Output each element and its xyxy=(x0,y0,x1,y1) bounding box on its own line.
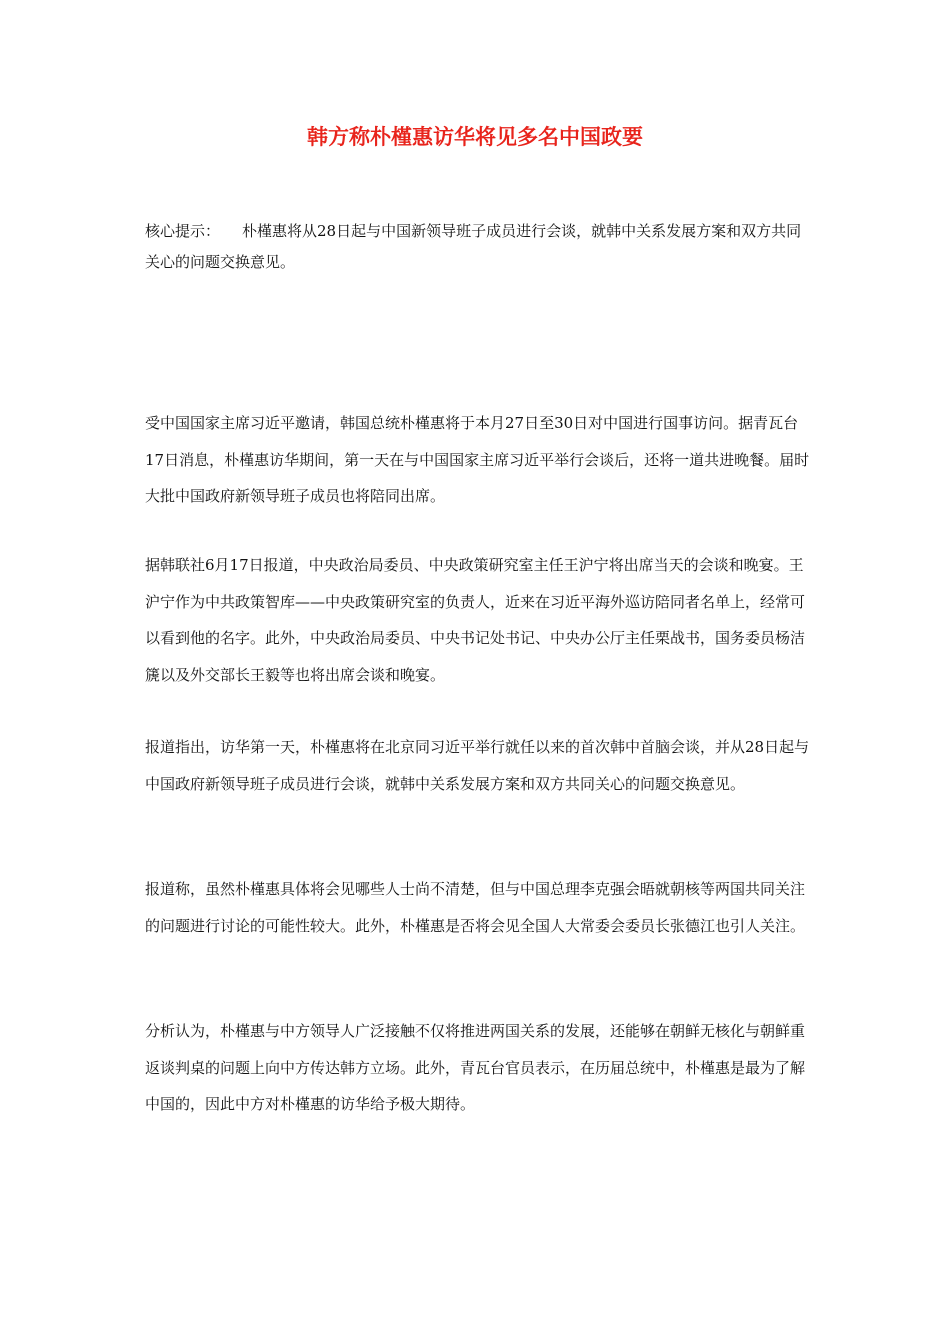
summary-label: 核心提示： xyxy=(145,222,221,240)
article-paragraph-3: 报道指出，访华第一天，朴槿惠将在北京同习近平举行就任以来的首次韩中首脑会谈，并从28日起与中国政府新领导班子成员进行会谈，就韩中关系发展方案和双方共同关心的问题交换意见。 xyxy=(145,738,810,793)
summary-text: 朴槿惠将从28日起与中国新领导班子成员进行会谈，就韩中关系发展方案和双方共同关心的问题交换意见。 xyxy=(145,222,802,271)
article-paragraph-2: 据韩联社6月17日报道，中央政治局委员、中央政策研究室主任王沪宁将出席当天的会谈和晚宴。王沪宁作为中共政策智库——中央政策研究室的负责人，近来在习近平海外巡访陪同者名单上，经常可以看到他的名字。此外，中央政治局委员、中央书记处书记、中央办公厅主任栗战书，国务委员杨洁篪以及外交部长王毅等也将出席会谈和晚宴。 xyxy=(145,556,806,684)
article-title: 韩方称朴槿惠访华将见多名中国政要 xyxy=(307,125,643,149)
article-paragraph-1: 受中国国家主席习近平邀请，韩国总统朴槿惠将于本月27日至30日对中国进行国事访问。据青瓦台17日消息，朴槿惠访华期间，第一天在与中国国家主席习近平举行会谈后，还将一道共进晚餐。届时大批中国政府新领导班子成员也将陪同出席。 xyxy=(145,414,810,505)
summary-block xyxy=(145,216,813,278)
article-paragraph-5: 分析认为，朴槿惠与中方领导人广泛接触不仅将推进两国关系的发展，还能够在朝鲜无核化与朝鲜重返谈判桌的问题上向中方传达韩方立场。此外，青瓦台官员表示，在历届总统中，朴槿惠是最为了解中国的，因此中方对朴槿惠的访华给予极大期待。 xyxy=(145,1022,806,1113)
article-paragraph-4: 报道称，虽然朴槿惠具体将会见哪些人士尚不清楚，但与中国总理李克强会晤就朝核等两国共同关注的问题进行讨论的可能性较大。此外，朴槿惠是否将会见全国人大常委会委员长张德江也引人关注。 xyxy=(145,880,806,935)
